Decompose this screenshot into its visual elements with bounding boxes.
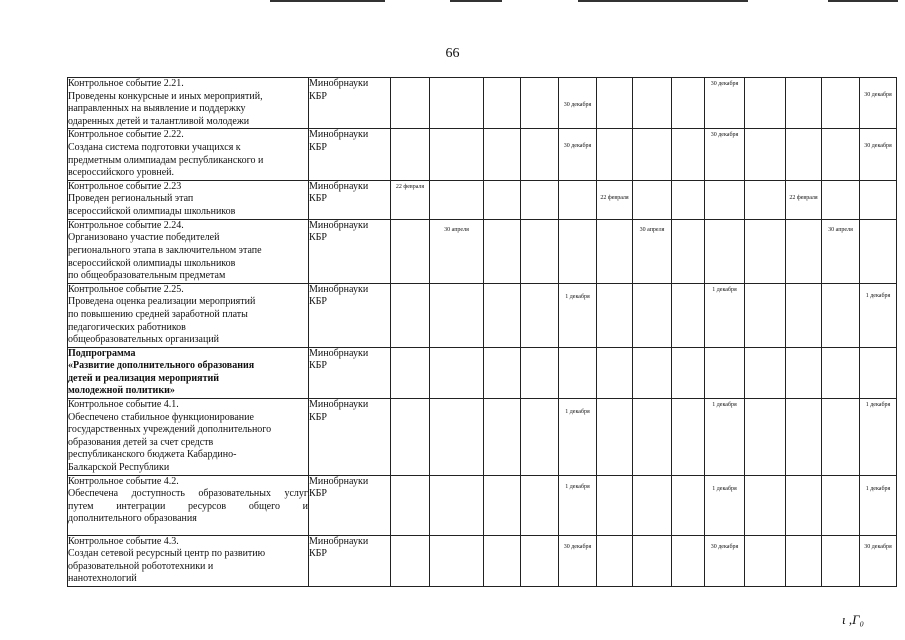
top-rule-2 — [450, 0, 502, 2]
deadline-cell — [860, 475, 897, 535]
corner-mark: ι ,Γ₀ — [842, 612, 865, 627]
deadline: 30 декабря — [710, 543, 739, 550]
deadline: 30 апреля — [639, 226, 665, 233]
deadline-cell — [391, 180, 430, 219]
deadline-cell — [705, 129, 745, 180]
top-rule-1 — [270, 0, 385, 2]
deadline: 1 декабря — [565, 483, 590, 490]
deadline: 1 декабря — [565, 409, 590, 416]
table-row — [68, 129, 897, 180]
deadline-cell — [705, 283, 745, 347]
deadline: 30 декабря — [710, 132, 739, 139]
deadline-cell — [786, 180, 822, 219]
deadline: 1 декабря — [865, 292, 891, 299]
deadline-cell — [822, 219, 860, 283]
responsible-org: Минобрнауки КБР — [309, 399, 391, 476]
deadline: 30 декабря — [563, 143, 592, 150]
deadline-cell — [860, 399, 897, 476]
subprogram-title: Подпрограмма «Развитие дополнительного образования детей и реализация мероприятий молодежной политики» — [68, 347, 309, 398]
event-description: Контрольное событие 2.25. Проведена оценка реализации мероприятий по повышению средней заработной платы педагогических работников общеобразовательных организаций — [68, 283, 309, 347]
deadline-cell — [597, 180, 633, 219]
table-row — [68, 399, 897, 476]
top-rule-3 — [578, 0, 748, 2]
deadline-cell — [430, 219, 484, 283]
deadline: 30 декабря — [563, 543, 592, 550]
responsible-org: Минобрнауки КБР — [309, 347, 391, 398]
table-row — [68, 283, 897, 347]
deadline-cell — [705, 78, 745, 129]
deadline-cell — [559, 283, 597, 347]
deadline-cell — [559, 129, 597, 180]
table-row — [68, 219, 897, 283]
responsible-org: Минобрнауки КБР — [309, 475, 391, 535]
responsible-org: Минобрнауки КБР — [309, 78, 391, 129]
deadline-cell — [860, 283, 897, 347]
table-row — [68, 347, 897, 398]
responsible-org: Минобрнауки КБР — [309, 129, 391, 180]
deadline: 30 декабря — [864, 143, 892, 150]
responsible-org: Минобрнауки КБР — [309, 283, 391, 347]
deadline: 1 декабря — [565, 293, 590, 300]
deadline: 30 апреля — [444, 226, 469, 233]
deadline: 30 декабря — [864, 92, 892, 98]
deadline: 22 февраля — [395, 183, 425, 190]
table-row — [68, 78, 897, 129]
responsible-org: Минобрнауки КБР — [309, 535, 391, 586]
table-row — [68, 180, 897, 219]
deadline-cell — [705, 535, 745, 586]
deadline-cell — [705, 399, 745, 476]
event-description: Контрольное событие 2.21. Проведены конкурсные и иных мероприятий, направленных на выявление и поддержку одаренных детей и талантливой молодежи — [68, 78, 309, 129]
deadline-cell — [559, 78, 597, 129]
event-description: Контрольное событие 4.1. Обеспечено стабильное функционирование государственных учреждений дополнительного образования детей за счет средств республиканского бюджета Кабардино- Балкарской Республики — [68, 399, 309, 476]
page-number: 66 — [445, 46, 460, 61]
table-row — [68, 475, 897, 535]
deadline: 22 февраля — [789, 194, 818, 201]
deadline: 1 декабря — [865, 485, 891, 492]
top-rule-4 — [828, 0, 898, 2]
responsible-org: Минобрнауки КБР — [309, 219, 391, 283]
deadline: 30 декабря — [864, 543, 892, 550]
deadline-cell — [559, 399, 597, 476]
responsible-org: Минобрнауки КБР — [309, 180, 391, 219]
event-description: Контрольное событие 2.24. Организовано участие победителей регионального этапа в заключительном этапе всероссийской олимпиады школьников по общеобразовательным предметам — [68, 219, 309, 283]
deadline-cell — [559, 535, 597, 586]
table-row — [68, 535, 897, 586]
deadline: 1 декабря — [712, 286, 737, 293]
control-events-table — [67, 77, 897, 587]
event-description: Контрольное событие 4.3. Создан сетевой ресурсный центр по развитию образовательной робототехники и нанотехнологий — [68, 535, 309, 586]
deadline-cell — [705, 475, 745, 535]
event-description: Контрольное событие 2.23 Проведен региональный этап всероссийской олимпиады школьников — [68, 180, 309, 219]
deadline: 1 декабря — [865, 402, 891, 409]
deadline-cell — [860, 78, 897, 129]
deadline: 1 декабря — [712, 485, 737, 492]
event-description: Контрольное событие 4.2. Обеспечена доступность образовательных услуг путем интеграции ресурсов общего и дополнительного образования — [68, 475, 309, 535]
event-description: Контрольное событие 2.22. Создана система подготовки учащихся к предметным олимпиадам республиканского и всероссийского уровней. — [68, 129, 309, 180]
deadline-cell — [559, 475, 597, 535]
deadline-cell — [860, 129, 897, 180]
deadline: 30 апреля — [828, 226, 853, 233]
deadline: 1 декабря — [712, 402, 737, 409]
deadline: 30 декабря — [563, 102, 592, 108]
deadline: 30 декабря — [710, 81, 739, 87]
deadline-cell — [860, 535, 897, 586]
deadline: 22 февраля — [600, 194, 629, 201]
deadline-cell — [633, 219, 672, 283]
